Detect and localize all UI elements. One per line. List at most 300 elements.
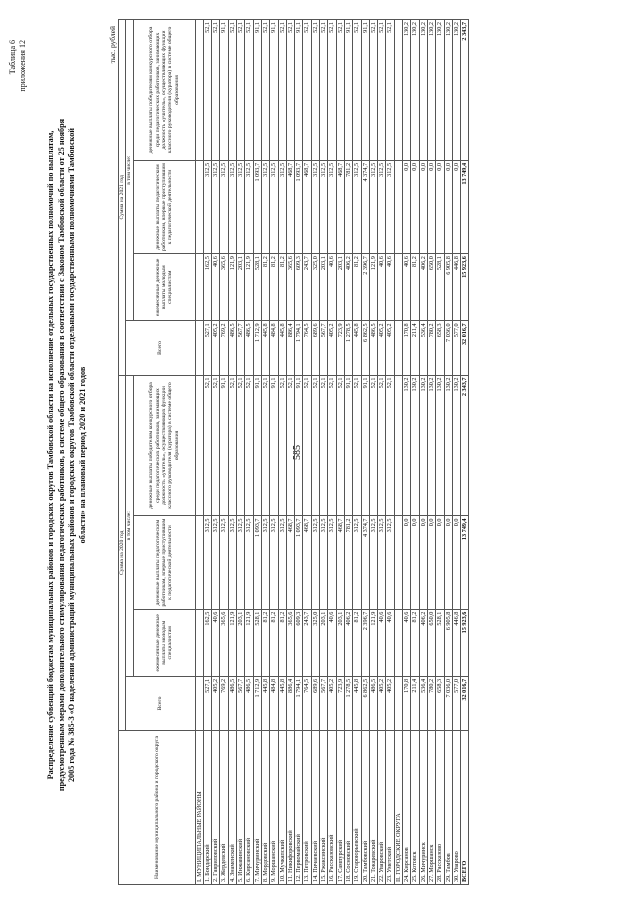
cell-c20: 91,1 <box>344 375 352 516</box>
cell-t20: 780,2 <box>427 676 435 730</box>
cell-b21: 312,5 <box>386 160 394 253</box>
subvention-table <box>118 19 469 885</box>
cell-c21: 91,1 <box>270 20 278 161</box>
cell-c21: 91,1 <box>361 20 369 161</box>
cell-c21: 91,1 <box>253 20 261 161</box>
cell-t21: 6 862,5 <box>361 321 369 375</box>
district-name: 27. Моршанск <box>427 731 435 885</box>
cell-b21: 312,5 <box>261 160 269 253</box>
table-row <box>344 20 352 885</box>
table-row <box>270 20 278 885</box>
cell-t21: 689,6 <box>311 321 319 375</box>
cell-t21: 536,4 <box>419 321 427 375</box>
cell-c20: 52,1 <box>278 375 286 516</box>
cell-c20: 130,2 <box>419 375 427 516</box>
cell-c21: 52,1 <box>378 20 386 161</box>
table-row <box>261 20 269 885</box>
cell-b20: 468,7 <box>286 516 294 609</box>
cell-b20: 781,2 <box>344 516 352 609</box>
district-name: 25. Котовск <box>411 731 419 885</box>
cell-a20: 203,1 <box>320 609 328 676</box>
cell-t20: 567,7 <box>320 676 328 730</box>
table-row <box>436 20 444 885</box>
col-header-total-2020: Всего <box>126 676 195 730</box>
cell-t20: 211,4 <box>411 676 419 730</box>
district-name: 30. Уварово <box>452 731 460 885</box>
cell-t20: 723,9 <box>336 676 344 730</box>
cell-c20: 52,1 <box>353 375 361 516</box>
table-row <box>295 20 303 885</box>
cell-b20: 468,7 <box>336 516 344 609</box>
district-name: 10. Мучкапский <box>278 731 286 885</box>
cell-b21: 312,5 <box>311 160 319 253</box>
table-row <box>328 20 336 885</box>
title-line: 2005 года № 385-З «О наделении администраций муниципальных районов и городских округов Тамбовской области отдельными государственными полномочиями Тамбовской <box>67 127 76 783</box>
cell-a20: 325,0 <box>311 609 319 676</box>
table-row <box>253 20 261 885</box>
cell-a20: 2 396,7 <box>361 609 369 676</box>
district-name: 17. Сампурский <box>336 731 344 885</box>
cell-a20: 528,1 <box>253 609 261 676</box>
cell-b20: 312,5 <box>386 516 394 609</box>
district-name: 22. Уваровский <box>378 731 386 885</box>
cell-a21: 365,6 <box>286 254 294 321</box>
cell-c20: 52,1 <box>237 375 245 516</box>
cell-t20: 577,0 <box>452 676 460 730</box>
cell-t20: 769,2 <box>220 676 228 730</box>
cell-c21: 130,2 <box>436 20 444 161</box>
cell-a21: 121,9 <box>228 254 236 321</box>
cell-t21: 211,4 <box>411 321 419 375</box>
cell-b21: 0,0 <box>411 160 419 253</box>
cell-c20: 52,1 <box>369 375 377 516</box>
district-name: 7. Мичуринский <box>253 731 261 885</box>
cell-a21: 81,2 <box>278 254 286 321</box>
col-header-first-time-teachers-2021: денежные выплаты педагогическим работникам, впервые приступившим к педагогической деятельности <box>133 160 195 253</box>
cell-a20: 162,5 <box>203 609 211 676</box>
cell-b20: 312,5 <box>261 516 269 609</box>
cell-t20: 445,8 <box>353 676 361 730</box>
cell-a20: 243,7 <box>303 609 311 676</box>
cell-t20: 6 862,5 <box>361 676 369 730</box>
cell-a21: 81,2 <box>411 254 419 321</box>
cell-a21: 40,6 <box>403 254 411 321</box>
cell-c20: 91,1 <box>295 375 303 516</box>
cell-c20: 130,2 <box>403 375 411 516</box>
district-name: 14. Пичаевский <box>311 731 319 885</box>
cell-t21: 527,1 <box>203 321 211 375</box>
cell-b20: 312,5 <box>237 516 245 609</box>
district-name: 28. Рассказово <box>436 731 444 885</box>
cell-b20: 4 374,7 <box>361 516 369 609</box>
table-row <box>403 20 411 885</box>
cell-a20: 81,2 <box>270 609 278 676</box>
cell-a20: 15 923,6 <box>461 609 469 676</box>
cell-c20: 52,1 <box>203 375 211 516</box>
units-label: тыс. рублей <box>108 26 117 64</box>
cell-t21: 486,5 <box>369 321 377 375</box>
cell-a20: 203,1 <box>336 609 344 676</box>
col-header-sum2020: Сумма на 2020 год <box>119 375 126 731</box>
table-row <box>427 20 435 885</box>
cell-t20: 445,8 <box>278 676 286 730</box>
cell-b21: 0,0 <box>436 160 444 253</box>
cell-t21: 405,2 <box>386 321 394 375</box>
table-row <box>228 20 236 885</box>
cell-c20: 52,1 <box>303 375 311 516</box>
district-name: 4. Знаменский <box>228 731 236 885</box>
cell-c21: 52,1 <box>261 20 269 161</box>
cell-t21: 577,0 <box>452 321 460 375</box>
district-name: 16. Рассказовский <box>328 731 336 885</box>
cell-a21: 6 905,8 <box>444 254 452 321</box>
cell-c21: 2 343,7 <box>461 20 469 161</box>
cell-t21: 484,8 <box>270 321 278 375</box>
cell-t21: 445,8 <box>278 321 286 375</box>
cell-a20: 528,1 <box>436 609 444 676</box>
table-label: Таблица 6 <box>8 40 17 75</box>
cell-b21: 312,5 <box>203 160 211 253</box>
cell-b21: 781,2 <box>344 160 352 253</box>
page-number: 585 <box>292 445 303 460</box>
cell-c21: 52,1 <box>286 20 294 161</box>
cell-a21: 40,6 <box>328 254 336 321</box>
cell-b20: 312,5 <box>228 516 236 609</box>
cell-a20: 40,6 <box>386 609 394 676</box>
district-name: 23. Уметский <box>386 731 394 885</box>
cell-a21: 609,3 <box>295 254 303 321</box>
cell-t21: 405,2 <box>328 321 336 375</box>
district-name: 24. Кирсанов <box>403 731 411 885</box>
cell-b21: 0,0 <box>452 160 460 253</box>
cell-a21: 406,2 <box>419 254 427 321</box>
district-name: 6. Кирсановский <box>245 731 253 885</box>
col-header-contest-winners-2020: денежные выплаты победителям конкурсного отбора среди педагогических работников, занимающих должность «учитель», осуществляющих функции классного руководителя (куратора) в системе общего образования <box>133 375 195 516</box>
cell-t21: 405,2 <box>212 321 220 375</box>
district-name: 18. Сосновский <box>344 731 352 885</box>
cell-c20: 91,1 <box>220 375 228 516</box>
cell-b21: 312,5 <box>320 160 328 253</box>
district-name: ВСЕГО <box>461 731 469 885</box>
cell-a20: 81,2 <box>261 609 269 676</box>
cell-c20: 91,1 <box>270 375 278 516</box>
cell-c20: 130,2 <box>452 375 460 516</box>
table-row <box>220 20 228 885</box>
cell-c20: 52,1 <box>320 375 328 516</box>
cell-t21: 170,8 <box>403 321 411 375</box>
cell-t20: 536,4 <box>419 676 427 730</box>
cell-a20: 650,0 <box>427 609 435 676</box>
cell-b20: 0,0 <box>403 516 411 609</box>
district-name: 13. Петровский <box>303 731 311 885</box>
cell-a20: 406,2 <box>344 609 352 676</box>
table-row <box>286 20 294 885</box>
cell-t20: 658,3 <box>436 676 444 730</box>
cell-b20: 312,5 <box>320 516 328 609</box>
cell-t21: 445,8 <box>261 321 269 375</box>
col-header-incl-2020: в том числе: <box>126 375 133 676</box>
cell-b21: 312,5 <box>378 160 386 253</box>
cell-b20: 0,0 <box>411 516 419 609</box>
cell-b21: 0,0 <box>403 160 411 253</box>
cell-c20: 52,1 <box>245 375 253 516</box>
cell-t21: 405,2 <box>378 321 386 375</box>
cell-t21: 486,5 <box>228 321 236 375</box>
col-header-contest-winners-2021: денежные выплаты победителям конкурсного отбора среди педагогических работников, занимающих должность «учитель», осуществляющих функции классного руководителя (куратора) в системе общего образования <box>133 20 195 161</box>
cell-c20: 52,1 <box>378 375 386 516</box>
district-name: 26. Мичуринск <box>419 731 427 885</box>
cell-b21: 312,5 <box>270 160 278 253</box>
cell-a20: 40,6 <box>212 609 220 676</box>
cell-b21: 468,7 <box>336 160 344 253</box>
table-row <box>353 20 361 885</box>
table-row <box>212 20 220 885</box>
cell-c21: 130,2 <box>427 20 435 161</box>
table-row <box>419 20 427 885</box>
cell-b20: 13 749,4 <box>461 516 469 609</box>
cell-c21: 52,1 <box>228 20 236 161</box>
cell-t20: 405,2 <box>386 676 394 730</box>
cell-t21: 723,9 <box>336 321 344 375</box>
cell-a20: 121,9 <box>228 609 236 676</box>
district-name: 9. Моршанский <box>270 731 278 885</box>
cell-a21: 243,7 <box>303 254 311 321</box>
cell-b21: 0,0 <box>419 160 427 253</box>
cell-b21: 0,0 <box>444 160 452 253</box>
col-header-name: Наименование муниципального района и городского округа <box>119 731 196 885</box>
cell-c21: 52,1 <box>303 20 311 161</box>
cell-c20: 130,2 <box>427 375 435 516</box>
cell-c20: 52,1 <box>286 375 294 516</box>
district-name: 21. Токаревский <box>369 731 377 885</box>
cell-c20: 2 343,7 <box>461 375 469 516</box>
cell-a21: 203,1 <box>237 254 245 321</box>
cell-b21: 468,7 <box>286 160 294 253</box>
cell-t20: 764,5 <box>303 676 311 730</box>
cell-b20: 0,0 <box>452 516 460 609</box>
cell-b20: 312,5 <box>270 516 278 609</box>
cell-b21: 312,5 <box>328 160 336 253</box>
district-name: 3. Жердевский <box>220 731 228 885</box>
table-row <box>245 20 253 885</box>
cell-a21: 650,0 <box>427 254 435 321</box>
cell-c20: 130,2 <box>411 375 419 516</box>
table-row <box>361 20 369 885</box>
cell-t21: 567,7 <box>320 321 328 375</box>
cell-b21: 0,0 <box>427 160 435 253</box>
table-row <box>336 20 344 885</box>
cell-b20: 0,0 <box>436 516 444 609</box>
cell-a20: 40,6 <box>378 609 386 676</box>
cell-c20: 52,1 <box>311 375 319 516</box>
cell-t21: 764,5 <box>303 321 311 375</box>
district-name: 19. Староюрьевский <box>353 731 361 885</box>
cell-a20: 609,3 <box>295 609 303 676</box>
cell-t20: 1 712,9 <box>253 676 261 730</box>
cell-t20: 689,6 <box>311 676 319 730</box>
cell-t21: 780,2 <box>427 321 435 375</box>
col-header-young-specialists-2021: ежемесячные денежные выплаты молодым специалистам <box>133 254 195 321</box>
cell-b21: 4 374,7 <box>361 160 369 253</box>
cell-a20: 40,6 <box>328 609 336 676</box>
col-header-incl-2021: в том числе: <box>126 20 133 321</box>
cell-a21: 121,9 <box>369 254 377 321</box>
district-name: 1. Бондарский <box>203 731 211 885</box>
cell-a20: 406,2 <box>419 609 427 676</box>
cell-c21: 52,1 <box>353 20 361 161</box>
cell-t20: 405,2 <box>212 676 220 730</box>
cell-t21: 886,4 <box>286 321 294 375</box>
cell-c21: 91,1 <box>220 20 228 161</box>
table-row <box>369 20 377 885</box>
cell-c21: 52,1 <box>328 20 336 161</box>
cell-b21: 312,5 <box>220 160 228 253</box>
col-header-first-time-teachers-2020: денежные выплаты педагогическим работникам, впервые приступившим к педагогической деятельности <box>133 516 195 609</box>
cell-a20: 81,2 <box>278 609 286 676</box>
district-name: 2. Гавриловский <box>212 731 220 885</box>
table-row <box>461 20 469 885</box>
cell-b20: 468,7 <box>303 516 311 609</box>
table-row <box>444 20 452 885</box>
cell-a20: 81,2 <box>411 609 419 676</box>
cell-b20: 1 093,7 <box>295 516 303 609</box>
cell-a21: 15 923,6 <box>461 254 469 321</box>
title-line: области» на плановый период 2020 и 2021 годов <box>77 366 87 544</box>
district-name: 29. Тамбов <box>444 731 452 885</box>
cell-c20: 52,1 <box>261 375 269 516</box>
cell-t21: 445,8 <box>353 321 361 375</box>
cell-a21: 81,2 <box>353 254 361 321</box>
table-row <box>237 20 245 885</box>
cell-t20: 486,5 <box>245 676 253 730</box>
cell-b20: 312,5 <box>278 516 286 609</box>
cell-t20: 484,8 <box>270 676 278 730</box>
cell-b21: 312,5 <box>212 160 220 253</box>
cell-b20: 312,5 <box>311 516 319 609</box>
cell-t20: 1 278,5 <box>344 676 352 730</box>
cell-b20: 312,5 <box>353 516 361 609</box>
cell-t20: 405,2 <box>328 676 336 730</box>
cell-c21: 52,1 <box>278 20 286 161</box>
cell-b20: 312,5 <box>212 516 220 609</box>
district-name: 8. Мордовский <box>261 731 269 885</box>
cell-t21: 658,3 <box>436 321 444 375</box>
cell-t20: 405,2 <box>378 676 386 730</box>
cell-c21: 52,1 <box>237 20 245 161</box>
cell-a20: 40,6 <box>403 609 411 676</box>
cell-c21: 130,2 <box>403 20 411 161</box>
cell-t21: 1 278,5 <box>344 321 352 375</box>
cell-t20: 486,5 <box>369 676 377 730</box>
cell-b21: 1 093,7 <box>253 160 261 253</box>
cell-c20: 52,1 <box>386 375 394 516</box>
section-heading-urban: II. ГОРОДСКИЕ ОКРУГА <box>394 731 402 885</box>
cell-c21: 52,1 <box>320 20 328 161</box>
annex-label-block <box>8 40 28 92</box>
cell-c21: 91,1 <box>344 20 352 161</box>
cell-a21: 162,5 <box>203 254 211 321</box>
cell-c20: 52,1 <box>212 375 220 516</box>
table-row <box>303 20 311 885</box>
cell-c21: 52,1 <box>386 20 394 161</box>
cell-c20: 130,2 <box>444 375 452 516</box>
cell-t20: 445,8 <box>261 676 269 730</box>
cell-a21: 40,6 <box>378 254 386 321</box>
cell-c21: 91,1 <box>295 20 303 161</box>
table-row <box>278 20 286 885</box>
cell-b21: 13 749,4 <box>461 160 469 253</box>
district-name: 15. Ржаксинский <box>320 731 328 885</box>
table-row <box>386 20 394 885</box>
cell-t21: 1 712,9 <box>253 321 261 375</box>
title-line: предусмотренным мерами дополнительного стимулирования педагогических работников, в системе общего образования в соответствии с Законом Тамбовской области от 25 ноября <box>56 118 66 792</box>
cell-b21: 1 093,7 <box>295 160 303 253</box>
table-row <box>320 20 328 885</box>
cell-b21: 312,5 <box>237 160 245 253</box>
cell-a20: 81,2 <box>353 609 361 676</box>
table-row <box>411 20 419 885</box>
cell-b21: 312,5 <box>228 160 236 253</box>
cell-b20: 312,5 <box>203 516 211 609</box>
table-row <box>311 20 319 885</box>
cell-a21: 81,2 <box>261 254 269 321</box>
cell-c20: 91,1 <box>361 375 369 516</box>
cell-c20: 91,1 <box>253 375 261 516</box>
cell-c21: 52,1 <box>311 20 319 161</box>
cell-t21: 486,5 <box>245 321 253 375</box>
cell-c20: 52,1 <box>328 375 336 516</box>
cell-a21: 40,6 <box>212 254 220 321</box>
cell-a21: 406,2 <box>344 254 352 321</box>
cell-t20: 886,4 <box>286 676 294 730</box>
cell-a21: 81,2 <box>270 254 278 321</box>
cell-t20: 32 016,7 <box>461 676 469 730</box>
col-header-young-specialists-2020: ежемесячные денежные выплаты молодым специалистам <box>133 609 195 676</box>
cell-b21: 312,5 <box>369 160 377 253</box>
cell-t21: 567,7 <box>237 321 245 375</box>
cell-a20: 446,8 <box>452 609 460 676</box>
cell-c21: 130,2 <box>419 20 427 161</box>
cell-b21: 312,5 <box>353 160 361 253</box>
col-header-total-2021: Всего <box>126 321 195 375</box>
cell-b20: 312,5 <box>245 516 253 609</box>
cell-b20: 312,5 <box>220 516 228 609</box>
cell-a20: 121,9 <box>369 609 377 676</box>
cell-c20: 130,2 <box>436 375 444 516</box>
cell-b21: 312,5 <box>278 160 286 253</box>
cell-c21: 52,1 <box>203 20 211 161</box>
cell-t20: 486,5 <box>228 676 236 730</box>
cell-b20: 312,5 <box>328 516 336 609</box>
cell-b20: 0,0 <box>419 516 427 609</box>
cell-a21: 2 396,7 <box>361 254 369 321</box>
cell-b20: 1 093,7 <box>253 516 261 609</box>
cell-t20: 1 794,1 <box>295 676 303 730</box>
title-line: Распределение субвенций бюджетам муниципальных районов и городских округов Тамбовской области на исполнение отдельных государственных полномочий по выплатам, <box>46 130 55 780</box>
cell-t21: 1 794,1 <box>295 321 303 375</box>
cell-c21: 130,2 <box>452 20 460 161</box>
cell-c21: 52,1 <box>369 20 377 161</box>
cell-a20: 203,1 <box>237 609 245 676</box>
cell-c21: 52,1 <box>212 20 220 161</box>
cell-t21: 7 036,0 <box>444 321 452 375</box>
cell-a21: 365,6 <box>220 254 228 321</box>
cell-a21: 528,1 <box>253 254 261 321</box>
cell-t20: 170,8 <box>403 676 411 730</box>
cell-t20: 7 036,0 <box>444 676 452 730</box>
cell-b21: 468,7 <box>303 160 311 253</box>
table-row <box>378 20 386 885</box>
